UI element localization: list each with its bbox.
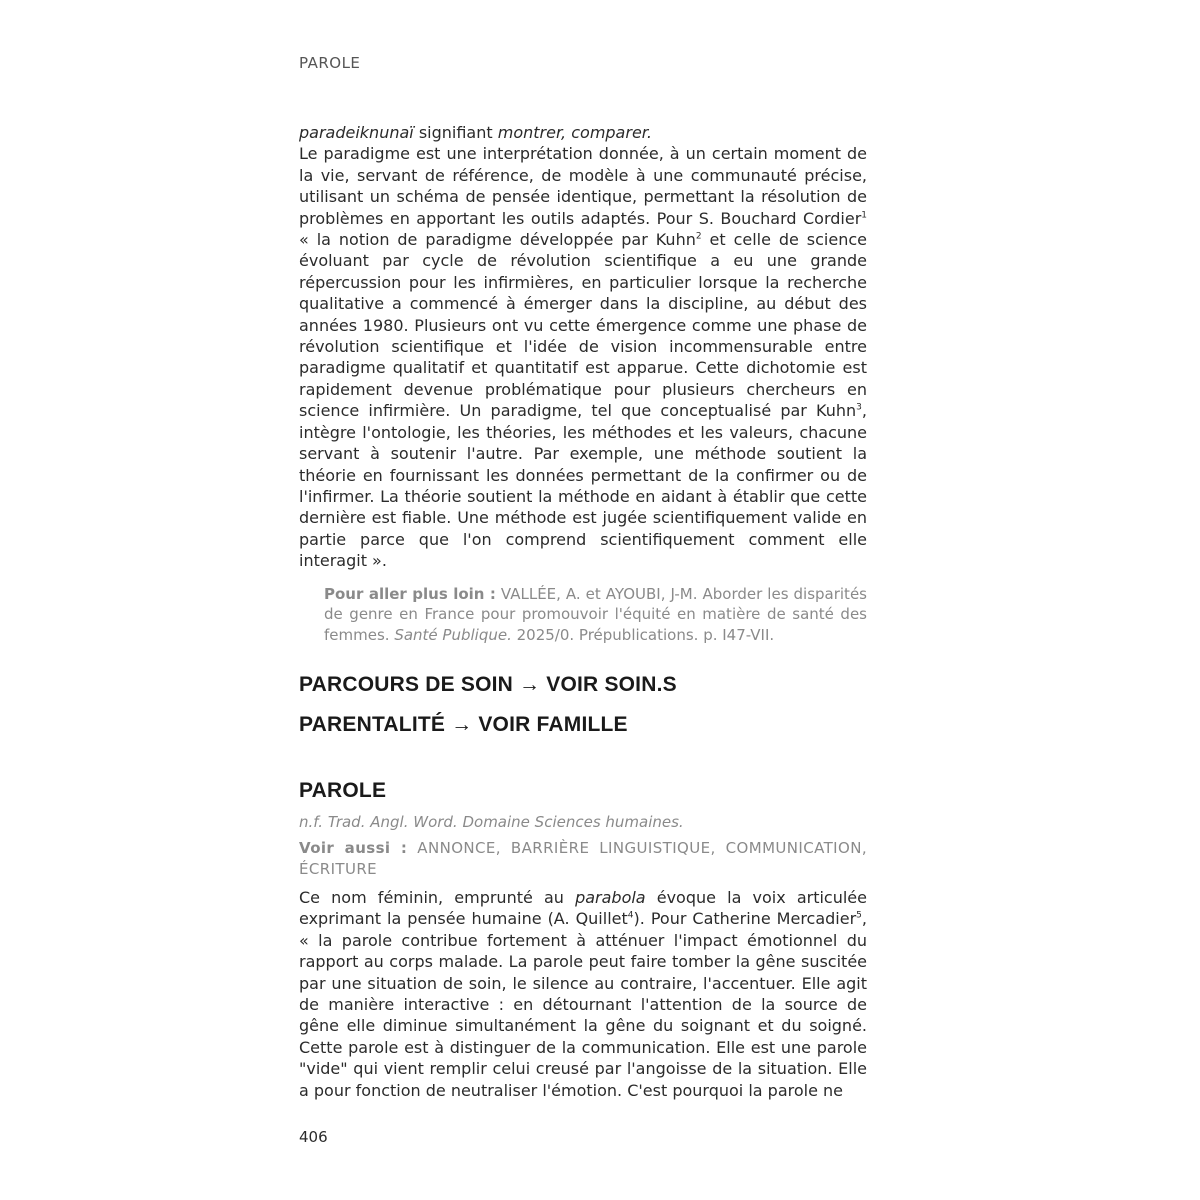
etymology-term: paradeiknunaï	[299, 123, 414, 142]
further-reading-label: Pour aller plus loin :	[324, 584, 496, 603]
main-column	[299, 122, 867, 1101]
heading-parole: PAROLE	[299, 779, 387, 803]
etymology-meaning: montrer, comparer.	[497, 123, 652, 142]
parole-text-4: , « la parole contribue fortement à atténuer l'impact émotionnel du rapport au corps malade. La parole peut faire tomber la gêne suscitée par une situation de soin, le silence au contraire, l'accentuer. Elle agit de manière interactive : en détournant l'attention de la source de gêne elle diminue simultanément la gêne du soignant et du soigné. Cette parole est à distinguer de la communication. Elle est une parole "vide" qui vient remplir celui creusé par l'angoisse de la situation. Elle a pour fonction de neutraliser l'émotion. C'est pourquoi la parole ne	[299, 909, 867, 1100]
heading-parentalite: PARENTALITÉ → VOIR FAMILLE	[299, 713, 628, 737]
running-head: PAROLE	[299, 54, 361, 72]
paradigme-paragraph	[299, 143, 867, 571]
footnote-ref-3: 3	[856, 402, 862, 413]
footnote-ref-1: 1	[861, 210, 867, 221]
further-reading-tail: 2025/0. Prépublications. p. I47-VII.	[511, 625, 775, 644]
paradigme-text-2: « la notion de paradigme développée par Kuhn	[299, 230, 696, 250]
footnote-ref-4: 4	[627, 911, 634, 922]
footnote-ref-2: 2	[695, 231, 702, 242]
paradigme-text-1: Le paradigme est une interprétation donnée, à un certain moment de la vie, servant de référence, de modèle à une communauté précise, utilisant un schéma de pensée identique, permettant la résolution de problèmes en apportant les outils adaptés. Pour S. Bouchard Cordier	[299, 144, 867, 228]
paradigme-text-3: et celle de science évoluant par cycle de révolution scientifique a eu une grande répercussion pour les infirmières, en particulier lorsque la recherche qualitative a commencé à émerger dans la discipline, au début des années 1980. Plusieurs ont vu cette émergence comme une phase de révolution scientifique et l'idée de vision incommensurable entre paradigme qualitatif et quantitatif est apparue. Cette dichotomie est rapidement devenue problématique pour plusieurs chercheurs en science infirmière. Un paradigme, tel que conceptualisé par Kuhn	[299, 230, 868, 421]
parole-text-3: ). Pour Catherine Mercadier	[633, 909, 857, 929]
heading-parcours-de-soin: PARCOURS DE SOIN → VOIR SOIN.S	[299, 673, 677, 697]
parole-text-2: évoque la voix articulée exprimant la pensée humaine (A. Quillet	[299, 888, 867, 929]
paradigme-text-4: , intègre l'ontologie, les théories, les méthodes et les valeurs, chacune servant à soutenir l'autre. Par exemple, une méthode soutient la théorie en fournissant les données permettant de la confirmer ou de l'infirmer. La théorie soutient la méthode en aidant à établir que cette dernière est fiable. Une méthode est jugée scientifiquement valide en partie parce que l'on comprend scientifiquement comment elle interagit ».	[299, 401, 867, 571]
parole-meta: n.f. Trad. Angl. Word. Domaine Sciences humaines.	[299, 813, 684, 832]
parole-text-1: Ce nom féminin, emprunté au	[299, 888, 576, 908]
paradigme-intro	[299, 122, 867, 143]
further-reading	[324, 584, 867, 646]
parole-see-also	[299, 838, 867, 879]
footnote-ref-5: 5	[856, 911, 862, 922]
see-also-list: ANNONCE, BARRIÈRE LINGUISTIQUE, COMMUNICATION, ÉCRITURE	[299, 839, 867, 878]
further-reading-text: VALLÉE, A. et AYOUBI, J-M. Aborder les disparités de genre en France pour promouvoir l'équité en matière de santé des femmes.	[324, 584, 867, 644]
see-also-label: Voir aussi :	[299, 839, 408, 858]
intro-connector: signifiant	[413, 123, 498, 142]
parole-paragraph	[299, 887, 867, 1101]
parole-etymology: parabola	[575, 888, 646, 908]
further-reading-journal: Santé Publique.	[394, 625, 512, 644]
page-number: 406	[299, 1128, 328, 1146]
